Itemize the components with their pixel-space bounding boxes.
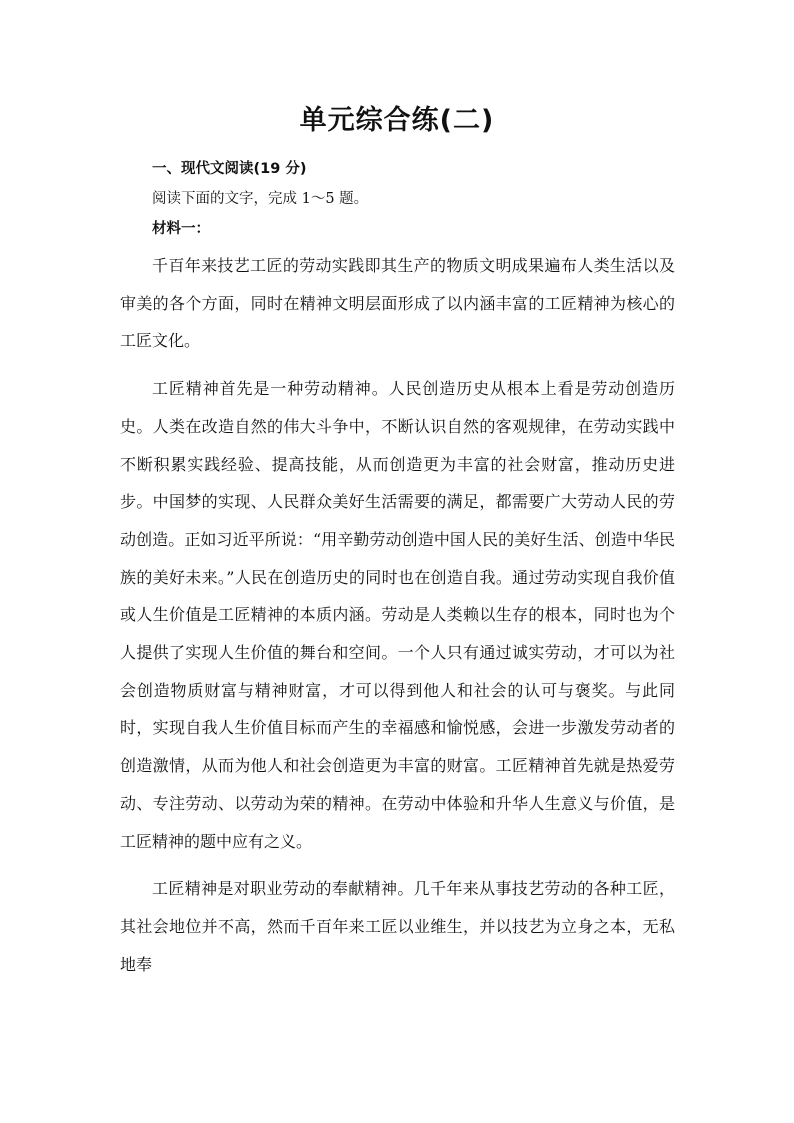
passage-paragraph-3: 工匠精神是对职业劳动的奉献精神。几千年来从事技艺劳动的各种工匠，其社会地位并不高，然而千百年来工匠以业维生，并以技艺为立身之本，无私地奉 [120, 879, 675, 974]
document-title: 单元综合练(二) [299, 105, 495, 136]
passage-paragraph-2: 工匠精神首先是一种劳动精神。人民创造历史从根本上看是劳动创造历史。人类在改造自然的伟大斗争中，不断认识自然的客观规律，在劳动实践中不断积累实践经验、提高技能，从而创造更为丰富的社会财富，推动历史进步。中国梦的实现、人民群众美好生活需要的满足，都需要广大劳动人民的劳动创造。正如习近平所说：“用辛勤劳动创造中国人民的美好生活、创造中华民族的美好未来。”人民在创造历史的同时也在创造自我。通过劳动实现自我价值或人生价值是工匠精神的本质内涵。劳动是人类赖以生存的根本，同时也为个人提供了实现人生价值的舞台和空间。一个人只有通过诚实劳动，才可以为社会创造物质财富与精神财富，才可以得到他人和社会的认可与褒奖。与此同时，实现自我人生价值目标而产生的幸福感和愉悦感，会进一步激发劳动者的创造激情，从而为他人和社会创造更为丰富的财富。工匠精神首先就是热爱劳动、专注劳动、以劳动为荣的精神。在劳动中体验和升华人生意义与价值，是工匠精神的题中应有之义。 [120, 379, 675, 851]
section-heading: 一、现代文阅读(19 分) [152, 161, 307, 177]
material-label: 材料一： [152, 221, 210, 237]
passage-body [120, 247, 675, 993]
reading-instruction: 阅读下面的文字，完成 1～5 题。 [152, 191, 369, 207]
passage-paragraph-1: 千百年来技艺工匠的劳动实践即其生产的物质文明成果遍布人类生活以及审美的各个方面，同时在精神文明层面形成了以内涵丰富的工匠精神为核心的工匠文化。 [120, 256, 675, 351]
